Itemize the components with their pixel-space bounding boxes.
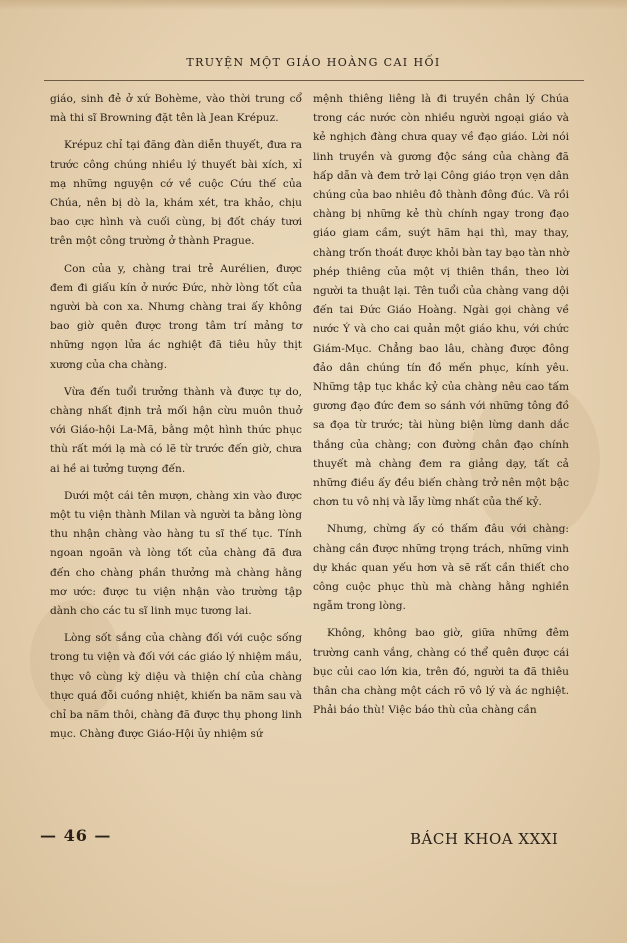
left-paragraph-5: Dưới một cái tên mượn, chàng xin vào được một tu viện thành Milan và người ta bằng lòng thu nhận chàng vào hàng tu sĩ thế tục. Tính ngoan ngoãn và lòng tốt của chàng đã đưa đến cho chàng phần thưởng mà chàng hằng mơ ước: được tu viện nhận vào trường tập dành cho các tu sĩ linh mục tương lai.	[50, 489, 302, 618]
page-edge-shadow	[0, 0, 627, 10]
right-paragraph-2: Nhưng, chừng ấy có thấm đâu với chàng: chàng cần được những trọng trách, những vinh dự khác quan yếu hơn và sẽ rất cần thiết cho công cuộc phục thù mà chàng hằng nghiền ngẫm trong lòng.	[313, 523, 569, 613]
running-title: TRUYỆN MỘT GIÁO HOÀNG CAI HỐI	[186, 56, 441, 69]
left-paragraph-4: Vừa đến tuổi trưởng thành và được tự do, chàng nhất định trả mối hận cừu muôn thuở với Giáo-hội La-Mã, bằng một hình thức phục thù rất mới lạ mà có lẽ từ trước đến giờ, chưa ai hề ai tưởng tượng đến.	[50, 385, 302, 475]
header-rule	[44, 80, 584, 81]
page-number: — 46 —	[40, 826, 112, 845]
magazine-title: BÁCH KHOA XXXI	[410, 830, 559, 848]
right-paragraph-3: Không, không bao giờ, giữa những đêm trường canh vắng, chàng có thể quên được cái bục củi cao lớn kia, trên đó, người ta đã thiêu thân cha chàng một cách rõ vô lý và ác nghiệt. Phải báo thù! Việc báo thù của chàng cần	[313, 627, 569, 717]
right-paragraph-1: mệnh thiêng liêng là đi truyền chân lý Chúa trong các nước còn nhiều người ngoại giáo và kẻ nghịch đàng chưa quay về đạo giáo. Lời nói linh truyền và gương độc sáng của chàng đã hấp dẫn và đem trở lại Công giáo trọn vẹn dân chúng của bao nhiêu đô thành đông đúc. Và rồi chàng bị những kẻ thù chính ngay trong đạo giáo giam cầm, suýt hãm hại thì, may thay, chàng trốn thoát được khỏi bàn tay bạo tàn nhờ phép thiêng của một vị thiên thần, theo lời người ta thuật lại. Tên tuổi của chàng vang dội đến tai Đức Giáo Hoàng. Ngài gọi chàng về nước Ý và cho cai quản một giáo khu, với chức Giám-Mục. Chẳng bao lâu, chàng được đông đảo dân chúng tín đồ mến phục, kính yêu. Những tập tục khắc kỷ của chàng nêu cao tấm gương đạo đức đem so sánh với những tông đồ sa đọa từ trước; tài hùng biện lừng danh dắc thắng của chàng; con đường chân đạo chính thuyết mà chàng đem ra giảng dạy, tất cả những điều ấy đều biến chàng trở nên một bậc chơn tu vô nhị và lẫy lừng nhất của thế kỷ.	[313, 93, 569, 509]
left-column	[50, 90, 302, 753]
left-paragraph-3: Con của y, chàng trai trẻ Aurélien, được đem đi giấu kín ở nước Đức, nhờ lòng tốt của người bà con xa. Nhưng chàng trai ấy không bao giờ quên được trong tâm trí mảng tơ những ngọn lửa ác nghiệt đã tiêu hủy thịt xương của cha chàng.	[50, 262, 302, 371]
right-column	[313, 90, 569, 729]
left-paragraph-6: Lòng sốt sắng của chàng đối với cuộc sống trong tu viện và đối với các giáo lý nhiệm mầu, thực vô cùng kỳ diệu và thiện chí của chàng thực quá đỗi cuồng nhiệt, khiến ba năm sau và chỉ ba năm thôi, chàng đã được thụ phong linh mục. Chàng được Giáo-Hội ủy nhiệm sứ	[50, 632, 302, 741]
left-paragraph-1: giáo, sinh đẻ ở xứ Bohème, vào thời trung cổ mà thi sĩ Browning đặt tên là Jean Krépuz.	[50, 93, 302, 125]
left-paragraph-2: Krépuz chỉ tại đăng đàn diễn thuyết, đưa ra trước công chúng nhiều lý thuyết bài xích, xỉ mạ những nguyện cớ về cuộc Cứu thế của Chúa, nên bị dò la, khám xét, tra khảo, chịu bao cực hình và cuối cùng, bị đốt cháy tươi trên một công trường ở thành Prague.	[50, 139, 302, 248]
